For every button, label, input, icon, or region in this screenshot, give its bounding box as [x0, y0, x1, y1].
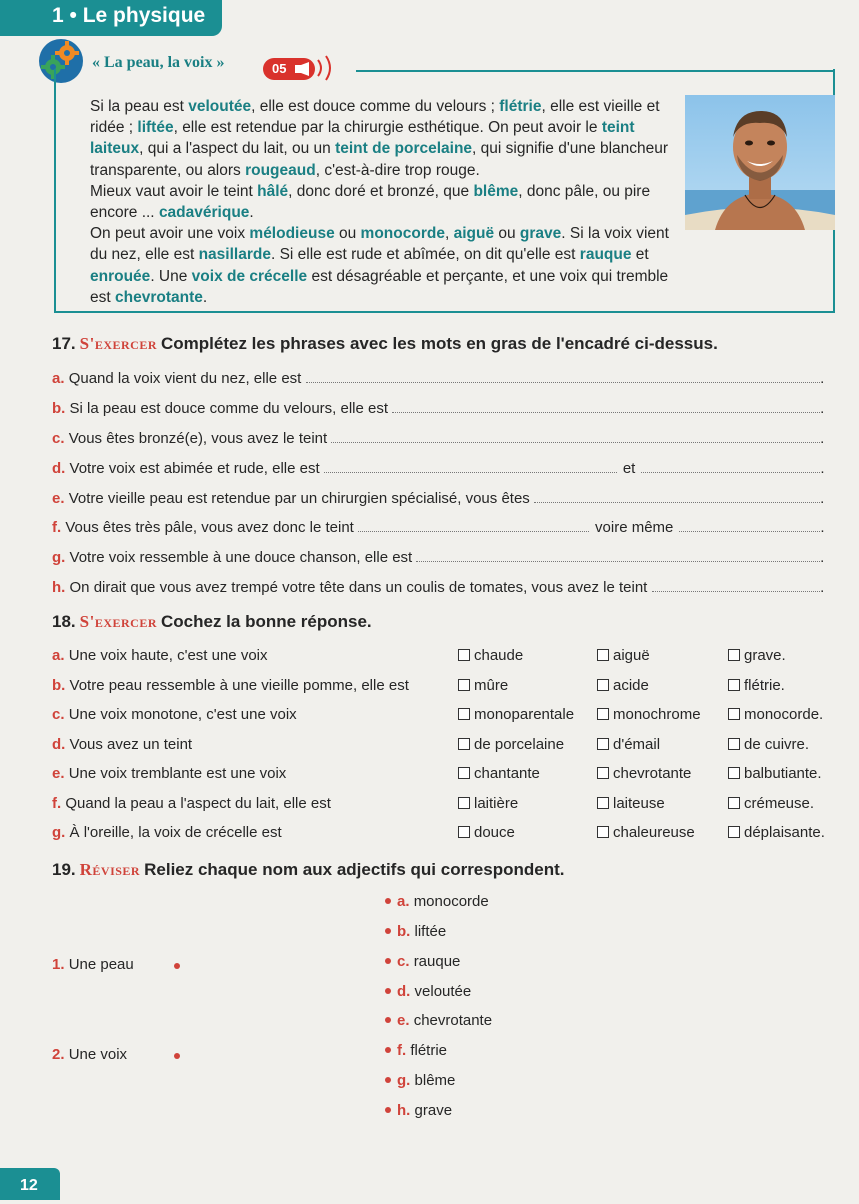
checkbox[interactable]	[728, 767, 740, 779]
answer-option[interactable]	[728, 647, 786, 664]
adjective-text: flétrie	[410, 1042, 448, 1059]
checkbox[interactable]	[728, 679, 740, 691]
item-letter: c.	[397, 953, 410, 970]
item-number: 2.	[52, 1046, 65, 1063]
vocab-text: Mieux vaut avoir le teint	[90, 182, 258, 200]
answer-option[interactable]	[597, 647, 650, 664]
item-letter: f.	[52, 795, 62, 812]
vocab-paragraph	[90, 223, 690, 308]
ex17-item	[52, 519, 825, 536]
ex18-keyword: S'exercer	[79, 612, 157, 631]
vocab-text: .	[249, 204, 254, 222]
ex18-item	[52, 647, 268, 664]
ex19-keyword: Réviser	[79, 860, 141, 879]
ex18-item	[52, 706, 297, 723]
item-letter: c.	[52, 430, 65, 447]
adjective-item[interactable]	[385, 953, 460, 970]
answer-option[interactable]	[597, 677, 649, 694]
vocab-text: , elle est vieille et ridée ;	[90, 98, 660, 137]
adjective-item[interactable]	[385, 893, 489, 910]
checkbox[interactable]	[597, 797, 609, 809]
item-letter: a.	[397, 893, 410, 910]
end-period: .	[820, 579, 825, 596]
adjective-item[interactable]	[385, 1102, 452, 1119]
ex18-number: 18.	[52, 612, 76, 631]
ex17-keyword: S'exercer	[79, 334, 157, 353]
vocab-keyword: enrouée	[90, 267, 151, 285]
option-label: chaleureuse	[613, 824, 695, 841]
ex19-number: 19.	[52, 860, 76, 879]
checkbox[interactable]	[458, 649, 470, 661]
adjective-item[interactable]	[385, 1042, 447, 1059]
adjective-item[interactable]	[385, 923, 446, 940]
vocab-text: ,	[444, 225, 454, 243]
checkbox[interactable]	[728, 738, 740, 750]
match-dot[interactable]	[174, 1053, 180, 1059]
checkbox[interactable]	[597, 679, 609, 691]
vocab-text: , elle est retendue par la chirurgie esthétique. On peut avoir le	[173, 119, 602, 137]
item-letter: h.	[397, 1102, 411, 1119]
item-letter: c.	[52, 706, 65, 723]
match-dot[interactable]	[385, 958, 391, 964]
vocab-box-text	[90, 96, 690, 308]
item-letter: d.	[397, 983, 411, 1000]
option-label: laiteuse	[613, 795, 665, 812]
vocab-keyword: hâlé	[257, 182, 289, 200]
answer-blank[interactable]	[641, 460, 820, 473]
answer-option[interactable]	[728, 706, 823, 723]
vocab-text: . Une	[150, 267, 192, 285]
answer-option[interactable]	[597, 795, 665, 812]
vocab-text: , elle est douce comme du velours ;	[251, 98, 500, 115]
checkbox[interactable]	[728, 708, 740, 720]
vocab-text: .	[202, 288, 208, 306]
item-connector: et	[622, 460, 636, 477]
answer-option[interactable]	[597, 824, 695, 841]
item-letter: g.	[52, 549, 66, 566]
ex18-item	[52, 795, 331, 812]
vocab-text: . Si elle est rude et abîmée, on dit qu'elle est	[270, 246, 580, 264]
noun-item[interactable]	[52, 956, 134, 973]
checkbox[interactable]	[458, 797, 470, 809]
vocab-keyword: liftée	[137, 119, 174, 137]
ex18-instruction: Cochez la bonne réponse.	[161, 612, 372, 631]
item-letter: e.	[52, 490, 65, 507]
vocab-paragraph	[90, 96, 690, 181]
ex17-item	[52, 400, 824, 417]
vocab-text: ou	[494, 225, 520, 243]
item-letter: h.	[52, 579, 66, 596]
adjective-text: monocorde	[413, 893, 489, 910]
option-label: aiguë	[613, 647, 650, 664]
end-period: .	[820, 400, 825, 417]
vocab-keyword: chevrotante	[114, 288, 203, 306]
noun-text: Une peau	[68, 956, 134, 973]
checkbox[interactable]	[458, 679, 470, 691]
match-dot[interactable]	[385, 1017, 391, 1023]
option-label: monoparentale	[474, 706, 575, 723]
man-photo	[685, 95, 835, 230]
checkbox[interactable]	[728, 797, 740, 809]
option-label: monocorde.	[744, 706, 824, 723]
checkbox[interactable]	[597, 738, 609, 750]
item-letter: f.	[52, 519, 62, 536]
ex17-item	[52, 430, 824, 447]
item-text: On dirait que vous avez trempé votre tête dans un coulis de tomates, vous avez le teint	[69, 579, 648, 596]
item-letter: g.	[397, 1072, 411, 1089]
checkbox[interactable]	[597, 826, 609, 838]
option-label: flétrie.	[744, 677, 785, 694]
match-dot[interactable]	[385, 1047, 391, 1053]
item-letter: b.	[52, 400, 66, 417]
option-label: chantante	[474, 765, 540, 782]
item-connector: voire même	[595, 519, 674, 536]
item-text: Vous êtes bronzé(e), vous avez le teint	[68, 430, 328, 447]
vocab-text: est désagréable et perçante, et une voix qui tremble est	[90, 267, 669, 306]
adjective-text: blême	[414, 1072, 456, 1089]
page-number: 12	[0, 1168, 60, 1200]
answer-blank[interactable]	[306, 370, 821, 383]
answer-option[interactable]	[597, 736, 660, 753]
option-label: douce	[474, 824, 515, 841]
answer-option[interactable]	[597, 765, 691, 782]
vocab-keyword: veloutée	[188, 98, 252, 115]
vocab-keyword: monocorde	[360, 225, 445, 243]
option-label: de porcelaine	[474, 736, 565, 753]
answer-blank[interactable]	[416, 549, 820, 562]
item-text: Vous avez un teint	[69, 736, 193, 753]
vocab-text: , c'est-à-dire trop rouge.	[315, 161, 480, 179]
vocab-keyword: mélodieuse	[249, 225, 335, 243]
vocab-keyword: rougeaud	[245, 161, 316, 179]
option-label: déplaisante.	[744, 824, 825, 841]
adjective-text: chevrotante	[413, 1012, 493, 1029]
ex18-item	[52, 736, 192, 753]
ex17-number: 17.	[52, 334, 76, 353]
answer-blank[interactable]	[534, 490, 820, 503]
vocab-text: , donc pâle, ou pire encore ...	[90, 182, 651, 222]
ex17-title	[52, 334, 718, 354]
checkbox[interactable]	[597, 649, 609, 661]
option-label: mûre	[474, 677, 509, 694]
checkbox[interactable]	[458, 826, 470, 838]
noun-text: Une voix	[68, 1046, 128, 1063]
option-label: laitière	[474, 795, 519, 812]
item-letter: b.	[52, 677, 66, 694]
item-text: À l'oreille, la voix de crécelle est	[69, 824, 282, 841]
end-period: .	[820, 460, 825, 477]
vocab-text: . Si la voix vient du nez, elle est	[90, 225, 669, 264]
match-dot[interactable]	[385, 898, 391, 904]
item-text: Si la peau est douce comme du velours, elle est	[69, 400, 389, 417]
answer-blank[interactable]	[358, 519, 589, 532]
ex19-instruction: Reliez chaque nom aux adjectifs qui correspondent.	[144, 860, 565, 879]
vocab-text: , donc doré et bronzé, que	[288, 182, 474, 200]
item-text: Une voix monotone, c'est une voix	[68, 706, 297, 723]
ex18-item	[52, 765, 286, 782]
item-letter: g.	[52, 824, 66, 841]
end-period: .	[820, 430, 825, 447]
vocab-keyword: flétrie	[499, 98, 542, 115]
item-letter: f.	[397, 1042, 407, 1059]
vocab-keyword: nasillarde	[198, 246, 271, 264]
vocab-keyword: cadavérique	[158, 204, 250, 222]
answer-option[interactable]	[728, 824, 825, 841]
chapter-title: 1 • Le physique	[0, 0, 222, 36]
ex19-title	[52, 860, 564, 880]
item-text: Une voix tremblante est une voix	[68, 765, 287, 782]
ex18-item	[52, 677, 409, 694]
item-text: Votre voix ressemble à une douce chanson, elle est	[69, 549, 413, 566]
vocab-keyword: teint de porcelaine	[335, 140, 473, 158]
answer-option[interactable]	[728, 677, 785, 694]
answer-blank[interactable]	[324, 460, 617, 473]
end-period: .	[820, 370, 825, 387]
end-period: .	[820, 549, 825, 566]
checkbox[interactable]	[728, 649, 740, 661]
option-label: chevrotante	[613, 765, 692, 782]
vocab-box-title: « La peau, la voix »	[92, 54, 225, 71]
option-label: d'émail	[613, 736, 661, 753]
adjective-item[interactable]	[385, 983, 471, 1000]
vocab-keyword: aiguë	[453, 225, 495, 243]
answer-option[interactable]	[458, 765, 540, 782]
vocab-text: ou	[334, 225, 361, 243]
item-letter: b.	[397, 923, 411, 940]
vocab-keyword: voix de crécelle	[191, 267, 308, 285]
answer-option[interactable]	[728, 765, 822, 782]
match-dot[interactable]	[385, 988, 391, 994]
answer-option[interactable]	[458, 736, 564, 753]
option-label: acide	[613, 677, 649, 694]
answer-blank[interactable]	[331, 430, 820, 443]
item-letter: d.	[52, 460, 66, 477]
checkbox[interactable]	[728, 826, 740, 838]
vocab-text: On peut avoir une voix	[90, 225, 250, 243]
match-dot[interactable]	[385, 1107, 391, 1113]
answer-option[interactable]	[597, 706, 701, 723]
answer-option[interactable]	[458, 706, 574, 723]
adjective-text: liftée	[414, 923, 447, 940]
match-dot[interactable]	[174, 963, 180, 969]
end-period: .	[820, 490, 825, 507]
option-label: chaude	[474, 647, 524, 664]
item-text: Votre vieille peau est retendue par un chirurgien spécialisé, vous êtes	[68, 490, 530, 507]
item-letter: e.	[52, 765, 65, 782]
match-dot[interactable]	[385, 928, 391, 934]
item-text: Quand la voix vient du nez, elle est	[68, 370, 302, 387]
answer-option[interactable]	[458, 677, 508, 694]
answer-option[interactable]	[458, 647, 523, 664]
ex18-title	[52, 612, 372, 632]
item-letter: e.	[397, 1012, 410, 1029]
item-text: Une voix haute, c'est une voix	[68, 647, 268, 664]
vocab-text: , qui signifie d'une blancheur transparente, ou alors	[90, 140, 669, 179]
vocab-text: Si la peau est	[90, 98, 189, 115]
audio-track-number: 05	[272, 61, 287, 76]
option-label: grave.	[744, 647, 786, 664]
answer-blank[interactable]	[392, 400, 820, 413]
item-letter: d.	[52, 736, 66, 753]
vocab-text: et	[631, 246, 649, 264]
adjective-text: grave	[414, 1102, 453, 1119]
vocab-text: , qui a l'aspect du lait, ou un	[139, 140, 336, 158]
end-period: .	[820, 519, 825, 536]
adjective-text: veloutée	[414, 983, 472, 1000]
option-label: de cuivre.	[744, 736, 810, 753]
answer-blank[interactable]	[652, 579, 821, 592]
item-text: Vous êtes très pâle, vous avez donc le teint	[65, 519, 354, 536]
vocab-keyword: grave	[519, 225, 562, 243]
match-dot[interactable]	[385, 1077, 391, 1083]
item-letter: a.	[52, 647, 65, 664]
item-text: Votre voix est abimée et rude, elle est	[69, 460, 320, 477]
vocab-paragraph	[90, 181, 690, 223]
checkbox[interactable]	[597, 767, 609, 779]
adjective-text: rauque	[413, 953, 461, 970]
answer-option[interactable]	[458, 824, 515, 841]
checkbox[interactable]	[597, 708, 609, 720]
option-label: balbutiante.	[744, 765, 822, 782]
ex18-item	[52, 824, 282, 841]
ex17-item	[52, 370, 824, 387]
item-text: Quand la peau a l'aspect du lait, elle est	[65, 795, 331, 812]
checkbox[interactable]	[458, 708, 470, 720]
item-text: Votre peau ressemble à une vieille pomme, elle est	[69, 677, 409, 694]
noun-item[interactable]	[52, 1046, 127, 1063]
option-label: crémeuse.	[744, 795, 815, 812]
checkbox[interactable]	[458, 738, 470, 750]
adjective-item[interactable]	[385, 1012, 492, 1029]
item-number: 1.	[52, 956, 65, 973]
checkbox[interactable]	[458, 767, 470, 779]
ex17-item	[52, 549, 824, 566]
vocab-keyword: blême	[473, 182, 519, 200]
ex17-item	[52, 490, 824, 507]
answer-option[interactable]	[728, 795, 814, 812]
ex17-instruction: Complétez les phrases avec les mots en gras de l'encadré ci-dessus.	[161, 334, 718, 353]
ex17-item	[52, 579, 824, 596]
adjective-item[interactable]	[385, 1072, 455, 1089]
answer-blank[interactable]	[679, 519, 820, 532]
option-label: monochrome	[613, 706, 701, 723]
answer-option[interactable]	[728, 736, 809, 753]
vocab-keyword: rauque	[579, 246, 632, 264]
vocab-keyword: teint laiteux	[90, 119, 635, 158]
answer-option[interactable]	[458, 795, 518, 812]
ex17-item	[52, 460, 825, 477]
item-letter: a.	[52, 370, 65, 387]
